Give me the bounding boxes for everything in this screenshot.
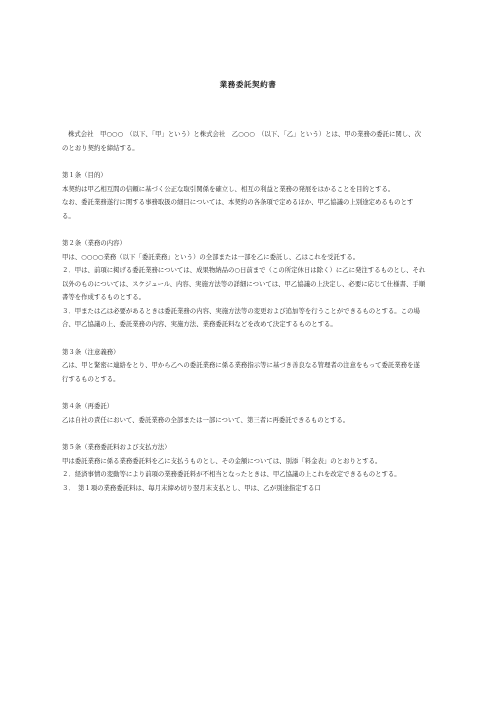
- section-article-4: [62, 400, 426, 427]
- document-title: 業務委託契約書: [219, 80, 277, 89]
- document-body: [62, 128, 426, 495]
- article-2-paragraph-2: ２．甲は、前項に掲げる委託業務については、成果物納品の○日前まで（この所定休日は除く）に乙に発注するものとし、それ以外のものについては、スケジュール、内容、実施方法等の詳細については、甲乙協議の上決定し、必要に応じて仕様書、手順書等を作成するものとする。: [62, 266, 426, 301]
- section-article-1: [62, 169, 426, 223]
- section-article-5: [62, 441, 426, 495]
- article-5-paragraph-3: ３． 第１項の業務委託料は、毎月末締め切り翌月末支払とし、甲は、乙が別途指定する口: [62, 483, 321, 492]
- article-2-heading: 第２条（業務の内容）: [62, 239, 126, 247]
- article-2-paragraph-3: ３．甲または乙は必要があるときは委託業務の内容、実施方法等の変更および追加等を行うことができるものとする。この場合、甲乙協議の上、委託業務の内容、実施方法、業務委託料などを改めて決定するものとする。: [62, 306, 420, 328]
- section-article-2: [62, 237, 426, 332]
- article-4-paragraph-1: 乙は自社の責任において、委託業務の全部または一部について、第三者に再委託できるものとする。: [62, 415, 350, 424]
- article-3-paragraph-1: 乙は、甲と緊密に連絡をとり、甲から乙への委託業務に係る業務指示等に基づき善良なる管理者の注意をもって委託業務を遂行するものとする。: [62, 361, 420, 383]
- article-1-heading: 第１条（目的）: [62, 171, 107, 179]
- article-1-paragraph-1: 本契約は甲乙相互間の信頼に基づく公正な取引関係を確立し、相互の利益と業務の発展をはかることを目的とする。: [62, 184, 395, 193]
- article-1-paragraph-2: なお、委託業務遂行に関する事務取扱の細目については、本契約の各条項で定めるほか、甲乙協議の上別途定めるものとする。: [62, 198, 414, 220]
- section-article-3: [62, 346, 426, 387]
- article-2-paragraph-1: 甲は、○○○○業務（以下「委託業務」という）の全部または一部を乙に委託し、乙はこれを受託する。: [62, 252, 360, 261]
- intro-paragraph: 株式会社 甲○○○ （以下、「甲」という）と株式会社 乙○○○ （以下、「乙」という）とは、甲の業務の委託に関し、次のとおり契約を締結する。: [62, 130, 421, 152]
- article-3-heading: 第３条（注意義務）: [62, 347, 120, 356]
- article-5-heading: 第５条（業務委託料および支払方法）: [62, 443, 171, 451]
- article-4-heading: 第４条（再委託）: [62, 402, 114, 410]
- article-5-paragraph-1: 甲は委託業務に係る業務委託料を乙に支払うものとし、その金額については、別添「料金表」のとおりとする。: [62, 456, 382, 465]
- article-5-paragraph-2: ２．経済事情の変動等により前項の業務委託料が不相当となったときは、甲乙協議の上これを改定できるものとする。: [62, 470, 401, 478]
